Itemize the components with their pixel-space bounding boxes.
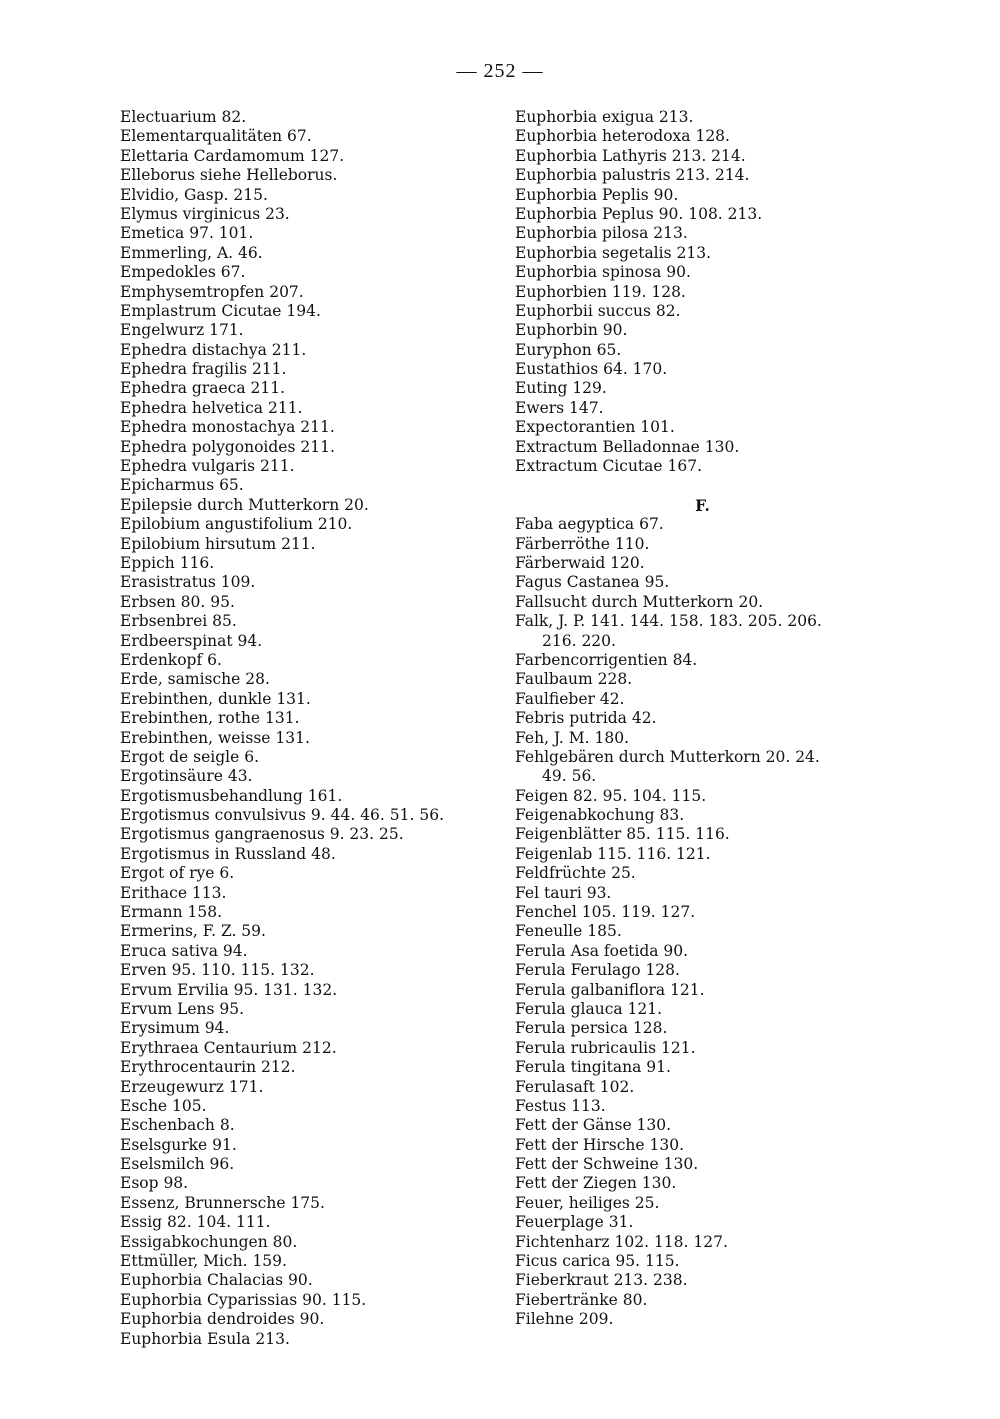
- index-entry: Epicharmus 65.: [120, 476, 244, 495]
- index-entry: Euphorbia Esula 213.: [120, 1329, 290, 1348]
- index-entry: Faulfieber 42.: [515, 689, 625, 708]
- index-entry: Euphorbia exigua 213.: [515, 108, 694, 126]
- index-column-right: [515, 108, 890, 1330]
- page-number: — 252 —: [456, 60, 544, 82]
- index-entry: Erebinthen, rothe 131.: [120, 709, 300, 728]
- index-entry: Faulbaum 228.: [515, 670, 633, 689]
- index-entry: Ervum Ervilia 95. 131. 132.: [120, 980, 338, 999]
- index-entry: Essigabkochungen 80.: [120, 1232, 298, 1251]
- index-entry: Farbencorrigentien 84.: [515, 650, 698, 669]
- index-entry: Elvidio, Gasp. 215.: [120, 185, 268, 204]
- index-entry: Fel tauri 93.: [515, 883, 612, 902]
- section-heading-f: F.: [695, 495, 710, 515]
- index-entry: Erdenkopf 6.: [120, 650, 222, 669]
- index-entry: Elymus virginicus 23.: [120, 204, 290, 223]
- index-entry: Euphorbia Lathyris 213. 214.: [515, 146, 746, 165]
- section-spacer: [515, 476, 890, 495]
- index-entry: Feuer, heiliges 25.: [515, 1193, 660, 1212]
- index-entry: Euphorbia segetalis 213.: [515, 243, 711, 262]
- index-entry: Fagus Castanea 95.: [515, 573, 670, 592]
- index-entry: Ettmüller, Mich. 159.: [120, 1252, 287, 1271]
- index-entry: Euphorbia Peplus 90. 108. 213.: [515, 204, 763, 223]
- index-entry: Ergot de seigle 6.: [120, 747, 260, 766]
- index-entry: Ephedra helvetica 211.: [120, 398, 303, 417]
- index-entry: Essig 82. 104. 111.: [120, 1213, 271, 1232]
- index-entry: Elettaria Cardamomum 127.: [120, 146, 345, 165]
- index-entry: Ferula galbaniflora 121.: [515, 980, 705, 999]
- index-entry: Ephedra distachya 211.: [120, 340, 307, 359]
- index-entry: Ferula tingitana 91.: [515, 1058, 671, 1077]
- index-entry: Erzeugewurz 171.: [120, 1077, 264, 1096]
- index-entry: Fett der Gänse 130.: [515, 1116, 672, 1135]
- index-entry: Ermerins, F. Z. 59.: [120, 922, 266, 941]
- index-entry: Färberwaid 120.: [515, 553, 645, 572]
- index-entry: Ermann 158.: [120, 903, 223, 922]
- index-entry: Empedokles 67.: [120, 263, 246, 282]
- index-entry: Euphorbia Cyparissias 90. 115.: [120, 1290, 367, 1309]
- index-entry: Erasistratus 109.: [120, 573, 256, 592]
- index-entry: Esche 105.: [120, 1096, 207, 1115]
- index-entry: Emplastrum Cicutae 194.: [120, 301, 321, 320]
- index-entry: Feuerplage 31.: [515, 1213, 634, 1232]
- index-entry: Fett der Schweine 130.: [515, 1155, 699, 1174]
- index-entry: Ferulasaft 102.: [515, 1077, 635, 1096]
- index-entry: Ergot of rye 6.: [120, 864, 235, 883]
- index-entry: Ferula persica 128.: [515, 1019, 668, 1038]
- index-entry: Ewers 147.: [515, 398, 604, 417]
- index-entry: Electuarium 82.: [120, 108, 247, 126]
- index-entry: Esop 98.: [120, 1174, 189, 1193]
- index-entry: Ephedra graeca 211.: [120, 379, 285, 398]
- index-entry: Feneulle 185.: [515, 922, 622, 941]
- index-entry: Ferula rubricaulis 121.: [515, 1038, 696, 1057]
- index-entry: Ergotismus in Russland 48.: [120, 844, 336, 863]
- index-entry: Eppich 116.: [120, 553, 215, 572]
- index-entry: Falk, J. P. 141. 144. 158. 183. 205. 206.: [515, 612, 822, 631]
- index-entry: Feldfrüchte 25.: [515, 864, 636, 883]
- index-entry: Elleborus siehe Helleborus.: [120, 166, 338, 185]
- index-entry: Euphorbia dendroides 90.: [120, 1310, 325, 1329]
- index-entry: Euphorbii succus 82.: [515, 301, 681, 320]
- index-entry: Elementarqualitäten 67.: [120, 127, 312, 146]
- index-entry: Euphorbin 90.: [515, 321, 628, 340]
- index-entry: Eselsmilch 96.: [120, 1155, 235, 1174]
- index-entry: Epilobium hirsutum 211.: [120, 534, 316, 553]
- index-entry: Färberröthe 110.: [515, 534, 650, 553]
- index-entry: Ergotismusbehandlung 161.: [120, 786, 343, 805]
- index-entry: Emphysemtropfen 207.: [120, 282, 304, 301]
- index-entry: Erebinthen, weisse 131.: [120, 728, 310, 747]
- index-entry: Feigen 82. 95. 104. 115.: [515, 786, 707, 805]
- index-entry: Filehne 209.: [515, 1310, 614, 1329]
- index-entry: Euphorbia Peplis 90.: [515, 185, 679, 204]
- index-entry: Epilepsie durch Mutterkorn 20.: [120, 495, 369, 514]
- index-entry: Euphorbia palustris 213. 214.: [515, 166, 750, 185]
- index-entry: Eschenbach 8.: [120, 1116, 235, 1135]
- index-entry: Ephedra fragilis 211.: [120, 360, 287, 379]
- index-entry: Erde, samische 28.: [120, 670, 270, 689]
- index-entry: Erebinthen, dunkle 131.: [120, 689, 311, 708]
- index-entry: Erbsenbrei 85.: [120, 612, 237, 631]
- index-entry: Erythraea Centaurium 212.: [120, 1038, 337, 1057]
- index-entry: Febris putrida 42.: [515, 709, 657, 728]
- index-entry: Eruca sativa 94.: [120, 941, 248, 960]
- index-entry: Euphorbien 119. 128.: [515, 282, 686, 301]
- index-entry: 49. 56.: [542, 767, 597, 786]
- index-entry: Fett der Ziegen 130.: [515, 1174, 677, 1193]
- index-entry: Ephedra polygonoides 211.: [120, 437, 335, 456]
- index-entry: Erysimum 94.: [120, 1019, 230, 1038]
- index-entry: Emmerling, A. 46.: [120, 243, 263, 262]
- index-entry: Essenz, Brunnersche 175.: [120, 1193, 325, 1212]
- index-entry: Ficus carica 95. 115.: [515, 1252, 680, 1271]
- index-entry: Fehlgebären durch Mutterkorn 20. 24.: [515, 747, 820, 766]
- index-entry: Expectorantien 101.: [515, 418, 675, 437]
- index-entry: Feigenlab 115. 116. 121.: [515, 844, 711, 863]
- index-entry: Feh, J. M. 180.: [515, 728, 630, 747]
- index-entry: Epilobium angustifolium 210.: [120, 515, 353, 534]
- index-entry: Ergotinsäure 43.: [120, 767, 253, 786]
- index-entry: Euphorbia Chalacias 90.: [120, 1271, 313, 1290]
- index-entry: Festus 113.: [515, 1096, 606, 1115]
- index-entry: Ferula glauca 121.: [515, 999, 663, 1018]
- index-entry: Ephedra monostachya 211.: [120, 418, 335, 437]
- index-entry: Feigenblätter 85. 115. 116.: [515, 825, 730, 844]
- index-entry: Fenchel 105. 119. 127.: [515, 903, 696, 922]
- index-entry: Ephedra vulgaris 211.: [120, 457, 295, 476]
- index-entry: Ergotismus convulsivus 9. 44. 46. 51. 56.: [120, 806, 445, 825]
- index-entry: Extractum Belladonnae 130.: [515, 437, 740, 456]
- index-entry: Feigenabkochung 83.: [515, 806, 685, 825]
- index-entry: Erythrocentaurin 212.: [120, 1058, 296, 1077]
- index-entry: Fiebertränke 80.: [515, 1290, 648, 1309]
- index-entry: Engelwurz 171.: [120, 321, 244, 340]
- index-entry: Euphorbia heterodoxa 128.: [515, 127, 730, 146]
- index-entry: Extractum Cicutae 167.: [515, 457, 703, 476]
- index-entry: Fichtenharz 102. 118. 127.: [515, 1232, 728, 1251]
- index-entry: Erbsen 80. 95.: [120, 592, 235, 611]
- index-entry: Fieberkraut 213. 238.: [515, 1271, 688, 1290]
- index-entry: Erdbeerspinat 94.: [120, 631, 263, 650]
- index-entry: Eselsgurke 91.: [120, 1135, 237, 1154]
- index-entry: Emetica 97. 101.: [120, 224, 254, 243]
- index-entry: Eustathios 64. 170.: [515, 360, 668, 379]
- index-entry: Ferula Asa foetida 90.: [515, 941, 689, 960]
- index-entry: Ferula Ferulago 128.: [515, 961, 680, 980]
- index-column-left: [120, 108, 495, 1349]
- index-entry: Fallsucht durch Mutterkorn 20.: [515, 592, 764, 611]
- index-entry: Fett der Hirsche 130.: [515, 1135, 685, 1154]
- index-entry: Faba aegyptica 67.: [515, 515, 664, 534]
- index-entry: Euphorbia pilosa 213.: [515, 224, 688, 243]
- index-entry: Erven 95. 110. 115. 132.: [120, 961, 315, 980]
- index-entry: Euting 129.: [515, 379, 607, 398]
- index-entry: 216. 220.: [542, 631, 616, 650]
- index-entry: Ergotismus gangraenosus 9. 23. 25.: [120, 825, 404, 844]
- index-entry: Euryphon 65.: [515, 340, 622, 359]
- index-entry: Euphorbia spinosa 90.: [515, 263, 691, 282]
- index-entry: Ervum Lens 95.: [120, 999, 245, 1018]
- index-entry: Erithace 113.: [120, 883, 227, 902]
